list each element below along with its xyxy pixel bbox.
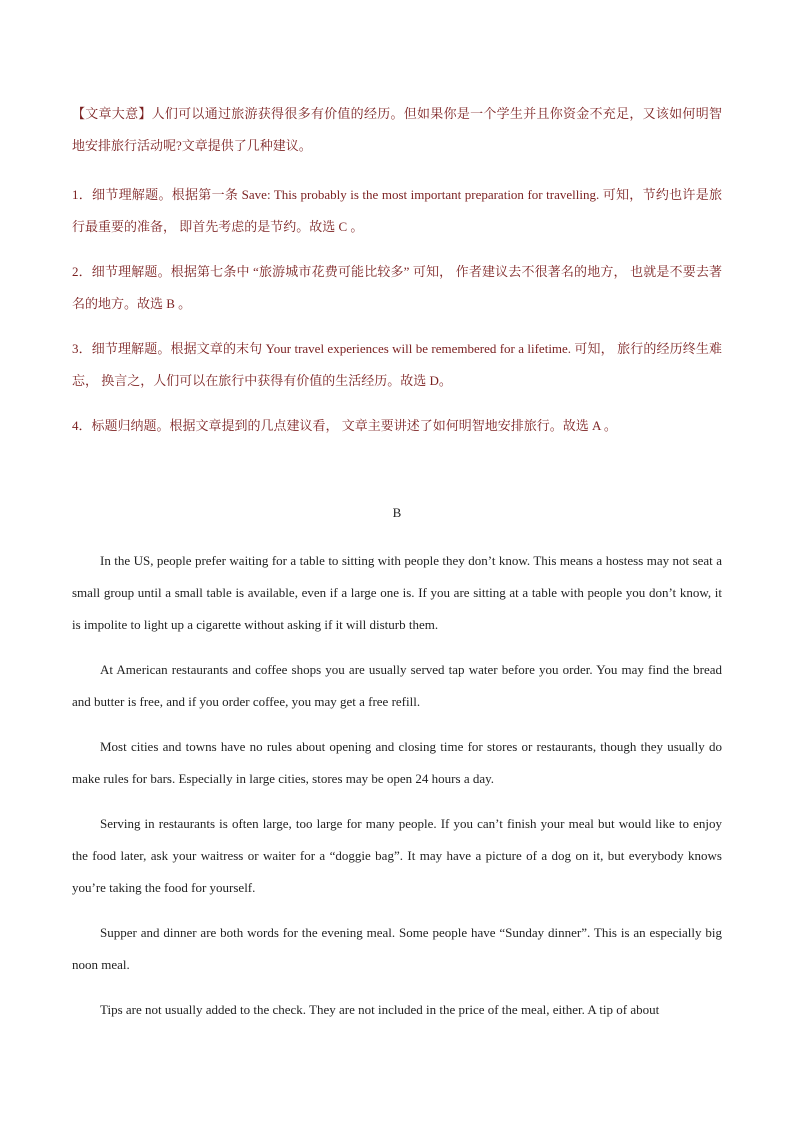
analysis-item-text: 1．细节理解题。根据第一条 Save: This probably is the most important preparation for travelling. 可知，节约也许是旅行最重要的准备， 即首先考虑的是节约。故选 C 。 xyxy=(72,187,722,234)
passage-paragraph-6: Tips are not usually added to the check. They are not included in the price of the meal, either. A tip of about xyxy=(100,1002,660,1017)
analysis-item-3 xyxy=(72,333,722,397)
passage-paragraph-5: Supper and dinner are both words for the evening meal. Some people have “Sunday dinner”. This is an especially big noon meal. xyxy=(72,925,722,972)
analysis-item-text: 4．标题归纳题。根据文章提到的几点建议看， 文章主要讲述了如何明智地安排旅行。故选 A 。 xyxy=(72,418,617,433)
analysis-item-text: 3．细节理解题。根据文章的末句 Your travel experiences will be remembered for a lifetime. 可知， 旅行的经历终生难忘， 换言之，人们可以在旅行中获得有价值的生活经历。故选 D。 xyxy=(72,341,722,388)
passage-paragraph-2: At American restaurants and coffee shops you are usually served tap water before you order. You may find the bread and butter is free, and if you order coffee, you may get a free refill. xyxy=(72,662,722,709)
analysis-item-2 xyxy=(72,256,722,320)
article-summary-text xyxy=(72,98,722,162)
summary-tag: 【文章大意】 xyxy=(72,106,152,121)
passage-paragraph-1: In the US, people prefer waiting for a table to sitting with people they don’t know. This means a hostess may not seat a small group until a small table is available, even if a large one is. If you are sitting at a table with people you don’t know, it is impolite to light up a cigarette without asking if it will disturb them. xyxy=(72,553,722,632)
analysis-item-1 xyxy=(72,179,722,243)
analysis-item-text: 2．细节理解题。根据第七条中 “旅游城市花费可能比较多” 可知， 作者建议去不很著名的地方， 也就是不要去著名的地方。故选 B 。 xyxy=(72,264,722,311)
summary-body: 人们可以通过旅游获得很多有价值的经历。但如果你是一个学生并且你资金不充足，又该如何明智地安排旅行活动呢?文章提供了几种建议。 xyxy=(72,106,722,153)
passage-section-letter: B xyxy=(392,505,402,520)
passage-paragraph-3: Most cities and towns have no rules about opening and closing time for stores or restaurants, though they usually do make rules for bars. Especially in large cities, stores may be open 24 hours a day. xyxy=(72,739,722,786)
analysis-item-4 xyxy=(72,410,722,442)
passage-paragraph-4: Serving in restaurants is often large, too large for many people. If you can’t finish your meal but would like to enjoy the food later, ask your waitress or waiter for a “doggie bag”. It may have a picture of a dog on it, but everybody knows you’re taking the food for yourself. xyxy=(72,816,722,895)
article-summary xyxy=(72,98,722,162)
